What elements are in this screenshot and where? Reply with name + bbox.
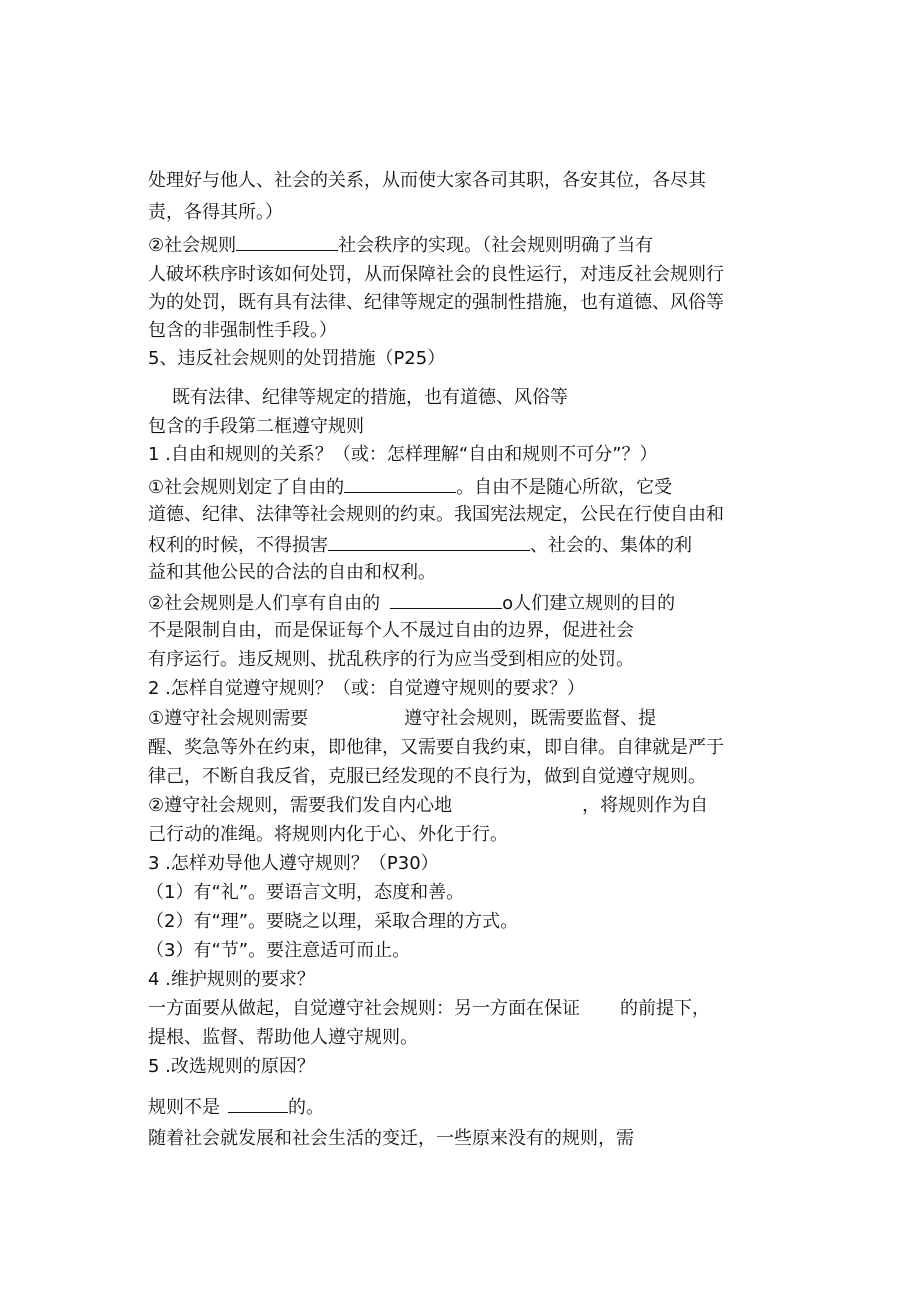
text-segment: ①遵守社会规则需要 — [148, 708, 309, 729]
question-heading: 5 .改选规则的原因？ — [148, 1056, 315, 1077]
text-line — [148, 235, 653, 255]
text-line: 益和其他公民的合法的自由和权利。 — [148, 562, 436, 583]
fill-blank — [390, 593, 502, 609]
section-heading: 5、违反社会规则的处罚措施（P25） — [148, 348, 446, 369]
text-line: 道德、纪律、法律等社会规则的约束。我国宪法规定，公民在行使自由和 — [148, 504, 724, 525]
list-item: （3）有“节”。要注意适可而止。 — [146, 940, 411, 961]
text-line — [148, 1000, 710, 1018]
text-line — [148, 535, 692, 555]
text-line: 包含的手段第二框遵守规则 — [148, 416, 364, 437]
text-line: 提根、监督、帮助他人遵守规则。 — [148, 1027, 418, 1048]
question-heading: 1 .自由和规则的关系？（或：怎样理解“自由和规则不可分”？） — [148, 444, 658, 465]
text-line — [148, 797, 708, 815]
fill-blank — [236, 235, 338, 251]
text-segment: 一方面要从做起，自觉遵守社会规则：另一方面在保证 — [148, 998, 580, 1019]
text-line — [148, 710, 656, 728]
list-item: （1）有“礼”。要语言文明，态度和善。 — [146, 882, 465, 903]
text-line: 为的处罚，既有具有法律、纪律等规定的强制性措施，也有道德、风俗等 — [148, 292, 724, 313]
question-heading: 3 .怎样劝导他人遵守规则？（P30） — [148, 853, 439, 874]
text-segment: 规则不是 — [148, 1097, 220, 1118]
fill-blank — [328, 535, 530, 551]
text-line — [148, 1097, 324, 1117]
fill-blank — [344, 477, 456, 493]
text-line: 随着社会就发展和社会生活的变迁，一些原来没有的规则，需 — [148, 1128, 634, 1149]
text-segment: ②遵守社会规则，需要我们发自内心地 — [148, 795, 453, 816]
text-line — [148, 593, 675, 613]
text-line: 责，各得其所。） — [148, 202, 283, 223]
text-segment: 、社会的、集体的利 — [530, 535, 692, 556]
text-line: 既有法律、纪律等规定的措施，也有道德、风俗等 — [172, 387, 568, 408]
text-line: 醒、奖急等外在约束，即他律，又需要自我约束，即自律。自律就是严于 — [148, 737, 724, 758]
list-item: （2）有“理”。要晓之以理，采取合理的方式。 — [146, 911, 519, 932]
text-segment: 的前提下， — [620, 998, 710, 1019]
text-line: 包含的非强制性手段。） — [148, 320, 337, 341]
text-line: 己行动的准绳。将规则内化于心、外化于行。 — [148, 824, 508, 845]
question-heading: 2 .怎样自觉遵守规则？（或：自觉遵守规则的要求？） — [148, 678, 585, 699]
text-segment: 遵守社会规则，既需要监督、提 — [404, 708, 657, 729]
text-segment: ②社会规则是人们享有自由的 — [148, 593, 381, 614]
text-line: 不是限制自由，而是保证每个人不晟过自由的边界，促进社会 — [148, 620, 634, 641]
text-segment: 。自由不是随心所欲，它受 — [456, 477, 673, 498]
text-line — [148, 477, 672, 497]
text-line: 处理好与他人、社会的关系，从而使大家各司其职，各安其位，各尽其 — [148, 170, 706, 191]
text-line: 人破坏秩序时该如何处罚，从而保障社会的良性运行，对违反社会规则行 — [148, 264, 724, 285]
question-heading: 4 .维护规则的要求？ — [148, 969, 315, 990]
text-segment: 权利的时候，不得损害 — [148, 535, 328, 556]
text-line: 律己，不断自我反省，克服已经发现的不良行为，做到自觉遵守规则。 — [148, 766, 706, 787]
text-segment: ，将规则作为自 — [582, 795, 709, 816]
text-segment: 社会秩序的实现。（社会规则明确了当有 — [338, 235, 654, 256]
text-segment: ①社会规则划定了自由的 — [148, 477, 345, 498]
text-segment: o人们建立规则的目的 — [502, 593, 676, 614]
text-segment: ②社会规则 — [148, 235, 237, 256]
text-line: 有序运行。违反规则、扰乱秩序的行为应当受到相应的处罚。 — [148, 649, 634, 670]
text-segment: 的。 — [288, 1097, 324, 1118]
fill-blank — [228, 1097, 288, 1113]
